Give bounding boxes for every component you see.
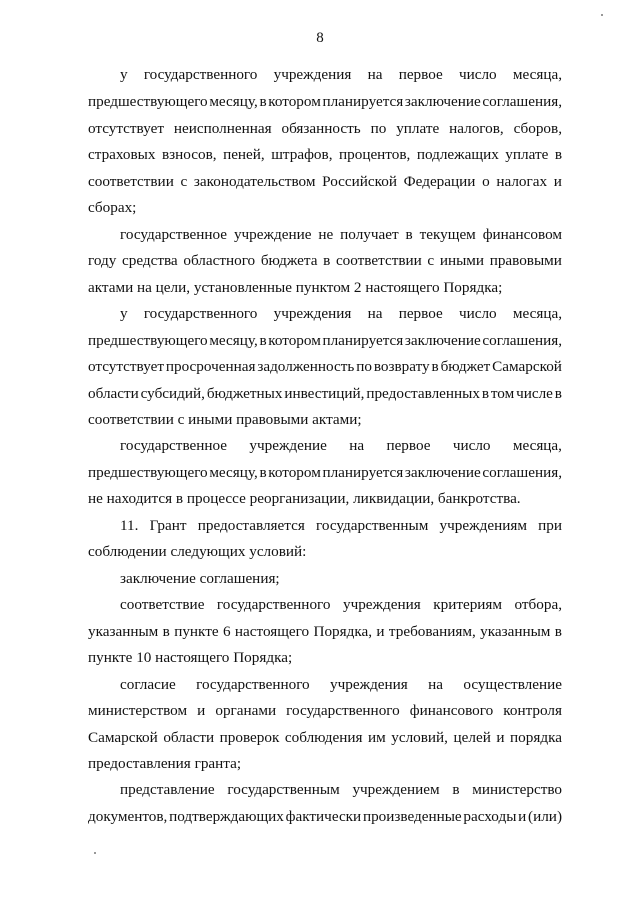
word: государственное xyxy=(120,226,228,243)
word: государственного xyxy=(143,66,258,83)
word: условий, xyxy=(391,729,448,746)
word: по xyxy=(356,358,372,375)
word: в xyxy=(162,623,170,640)
word: число xyxy=(452,437,491,454)
word: взносов, xyxy=(161,146,217,163)
page-number: 8 xyxy=(316,30,324,46)
word: критериям xyxy=(433,596,503,613)
word: контроля xyxy=(503,702,562,719)
word: пеней, xyxy=(223,146,265,163)
word: и xyxy=(376,623,385,640)
word: заключение xyxy=(404,464,481,481)
word: с xyxy=(180,173,188,190)
text-line: заключение соглашения; xyxy=(120,570,280,587)
word: на xyxy=(428,676,444,693)
word: соглашения, xyxy=(482,332,562,349)
word: соблюдения xyxy=(284,729,363,746)
text-line xyxy=(88,252,562,270)
word: в xyxy=(481,385,489,402)
word: налогах xyxy=(496,173,548,190)
word: 6 xyxy=(222,623,231,640)
scan-speck xyxy=(601,14,603,16)
word: процентов, xyxy=(339,146,411,163)
word: предоставляется xyxy=(197,517,305,534)
word: возврату xyxy=(373,358,430,375)
word: государственного xyxy=(143,305,258,322)
word: неисполненная xyxy=(173,120,272,137)
word: им xyxy=(367,729,386,746)
scan-speck xyxy=(94,852,96,854)
word: соответствие xyxy=(120,596,205,613)
word: государственного xyxy=(216,596,331,613)
word: число xyxy=(458,305,497,322)
word: осуществление xyxy=(463,676,562,693)
word: органами xyxy=(215,702,277,719)
word: бюджетных xyxy=(206,385,283,402)
text-line xyxy=(88,120,562,138)
word: учреждения xyxy=(330,676,408,693)
word: проверок xyxy=(219,729,280,746)
word: требованиям, xyxy=(388,623,476,640)
word: государственного xyxy=(196,676,310,693)
word: месяца, xyxy=(512,437,562,454)
word: Самарской xyxy=(88,729,158,746)
text-line: соблюдении следующих условий: xyxy=(88,543,307,560)
word: учреждения xyxy=(273,305,352,322)
word: (или) xyxy=(528,808,562,825)
word: налогов, xyxy=(449,120,504,137)
word: Грант xyxy=(149,517,187,534)
word: получает xyxy=(340,226,399,243)
word: представление xyxy=(120,781,215,798)
word: текущем xyxy=(419,226,476,243)
word: фактически xyxy=(285,808,362,825)
word: заключение xyxy=(404,93,481,110)
word: настоящего xyxy=(234,623,310,640)
word: министерство xyxy=(472,781,562,798)
word: уплате xyxy=(505,146,549,163)
word: учреждение xyxy=(233,226,312,243)
text-line xyxy=(120,596,562,614)
word: штрафов, xyxy=(271,146,333,163)
word: отсутствует xyxy=(88,358,164,375)
word: инвестиций, xyxy=(284,385,365,402)
word: предшествующего xyxy=(88,464,208,481)
word: областного xyxy=(183,252,256,269)
word: правовыми xyxy=(489,252,562,269)
text-line xyxy=(120,305,562,323)
word: области xyxy=(163,729,215,746)
word: месяцу, xyxy=(209,93,258,110)
text-line xyxy=(88,623,562,641)
word: соглашения, xyxy=(482,464,562,481)
word: Порядка, xyxy=(313,623,373,640)
word: субсидий, xyxy=(140,385,205,402)
word: в xyxy=(259,332,267,349)
word: 11. xyxy=(120,517,139,534)
word: сборов, xyxy=(513,120,562,137)
word: министерством xyxy=(88,702,188,719)
word: учреждениям xyxy=(439,517,527,534)
word: согласие xyxy=(120,676,176,693)
text-line: актами на цели, установленные пунктом 2 настоящего Порядка; xyxy=(88,279,503,296)
word: и xyxy=(197,702,206,719)
word: по xyxy=(370,120,387,137)
word: государственным xyxy=(316,517,429,534)
word: произведенные xyxy=(362,808,462,825)
word: соответствии xyxy=(88,173,174,190)
word: соглашения, xyxy=(482,93,562,110)
word: в xyxy=(452,781,460,798)
word: Российской xyxy=(322,173,397,190)
text-line xyxy=(88,385,562,403)
word: соответствии xyxy=(335,252,422,269)
word: указанным xyxy=(88,623,159,640)
word: отбора, xyxy=(514,596,562,613)
word: в xyxy=(405,226,413,243)
word: не xyxy=(318,226,334,243)
word: порядка xyxy=(510,729,562,746)
word: с xyxy=(427,252,435,269)
text-line xyxy=(120,676,562,694)
word: планируется xyxy=(322,93,404,110)
word: документов, xyxy=(88,808,168,825)
word: месяца, xyxy=(512,305,562,322)
word: планируется xyxy=(322,332,404,349)
word: году xyxy=(88,252,117,269)
text-line xyxy=(120,226,562,244)
word: на xyxy=(349,437,365,454)
word: число xyxy=(458,66,497,83)
text-line xyxy=(88,702,562,720)
word: месяца, xyxy=(512,66,562,83)
word: учреждение xyxy=(249,437,327,454)
word: в xyxy=(323,252,331,269)
text-line xyxy=(88,146,562,164)
word: первое xyxy=(398,305,443,322)
word: отсутствует xyxy=(88,120,164,137)
word: подлежащих xyxy=(416,146,499,163)
word: обязанность xyxy=(281,120,361,137)
word: законодательством xyxy=(193,173,316,190)
word: в xyxy=(259,93,267,110)
word: у xyxy=(120,305,128,322)
word: в xyxy=(554,623,562,640)
word: учреждением xyxy=(352,781,440,798)
word: предшествующего xyxy=(88,332,208,349)
text-line xyxy=(120,781,562,799)
text-line: не находится в процессе реорганизации, ликвидации, банкротства. xyxy=(88,490,521,507)
word: государственное xyxy=(120,437,228,454)
word: в xyxy=(554,385,562,402)
word: числе xyxy=(516,385,553,402)
word: страховых xyxy=(88,146,156,163)
word: котором xyxy=(268,464,321,481)
word: на xyxy=(367,66,383,83)
word: при xyxy=(538,517,562,534)
text-line xyxy=(88,358,562,376)
text-line: пункте 10 настоящего Порядка; xyxy=(88,649,293,666)
word: задолженность xyxy=(257,358,355,375)
word: Самарской xyxy=(492,358,562,375)
word: первое xyxy=(386,437,431,454)
word: уплате xyxy=(396,120,440,137)
text-line xyxy=(88,464,562,482)
text-line xyxy=(88,332,562,350)
word: том xyxy=(490,385,515,402)
text-line xyxy=(120,66,562,84)
word: о xyxy=(482,173,490,190)
word: пункте xyxy=(174,623,219,640)
word: Федерации xyxy=(403,173,476,190)
word: первое xyxy=(398,66,443,83)
word: заключение xyxy=(404,332,481,349)
text-line: предоставления гранта; xyxy=(88,755,242,772)
word: месяцу, xyxy=(209,464,258,481)
word: подтверждающих xyxy=(169,808,284,825)
word: и xyxy=(496,729,505,746)
word: иными xyxy=(439,252,485,269)
word: финансового xyxy=(409,702,494,719)
word: учреждения xyxy=(273,66,352,83)
word: финансовом xyxy=(482,226,562,243)
word: предшествующего xyxy=(88,93,208,110)
word: государственным xyxy=(227,781,340,798)
word: месяцу, xyxy=(209,332,258,349)
text-line xyxy=(88,93,562,111)
word: в xyxy=(259,464,267,481)
word: расходы xyxy=(463,808,517,825)
text-line xyxy=(88,808,562,826)
word: области xyxy=(88,385,139,402)
text-line xyxy=(88,173,562,191)
word: просроченная xyxy=(165,358,256,375)
word: в xyxy=(554,146,562,163)
text-line xyxy=(120,517,562,535)
word: указанным xyxy=(480,623,551,640)
text-line: соответствии с иными правовыми актами; xyxy=(88,411,362,428)
word: планируется xyxy=(322,464,404,481)
word: бюджета xyxy=(260,252,318,269)
word: котором xyxy=(268,93,321,110)
word: бюджет xyxy=(440,358,491,375)
word: государственного xyxy=(286,702,400,719)
text-line xyxy=(88,729,562,747)
word: и xyxy=(518,808,527,825)
word: на xyxy=(367,305,383,322)
text-line: сборах; xyxy=(88,199,137,216)
word: в xyxy=(431,358,439,375)
text-line xyxy=(120,437,562,455)
word: целей xyxy=(453,729,491,746)
word: у xyxy=(120,66,128,83)
word: учреждения xyxy=(342,596,421,613)
word: предоставленных xyxy=(366,385,480,402)
word: средства xyxy=(121,252,178,269)
word: и xyxy=(553,173,562,190)
word: котором xyxy=(268,332,321,349)
